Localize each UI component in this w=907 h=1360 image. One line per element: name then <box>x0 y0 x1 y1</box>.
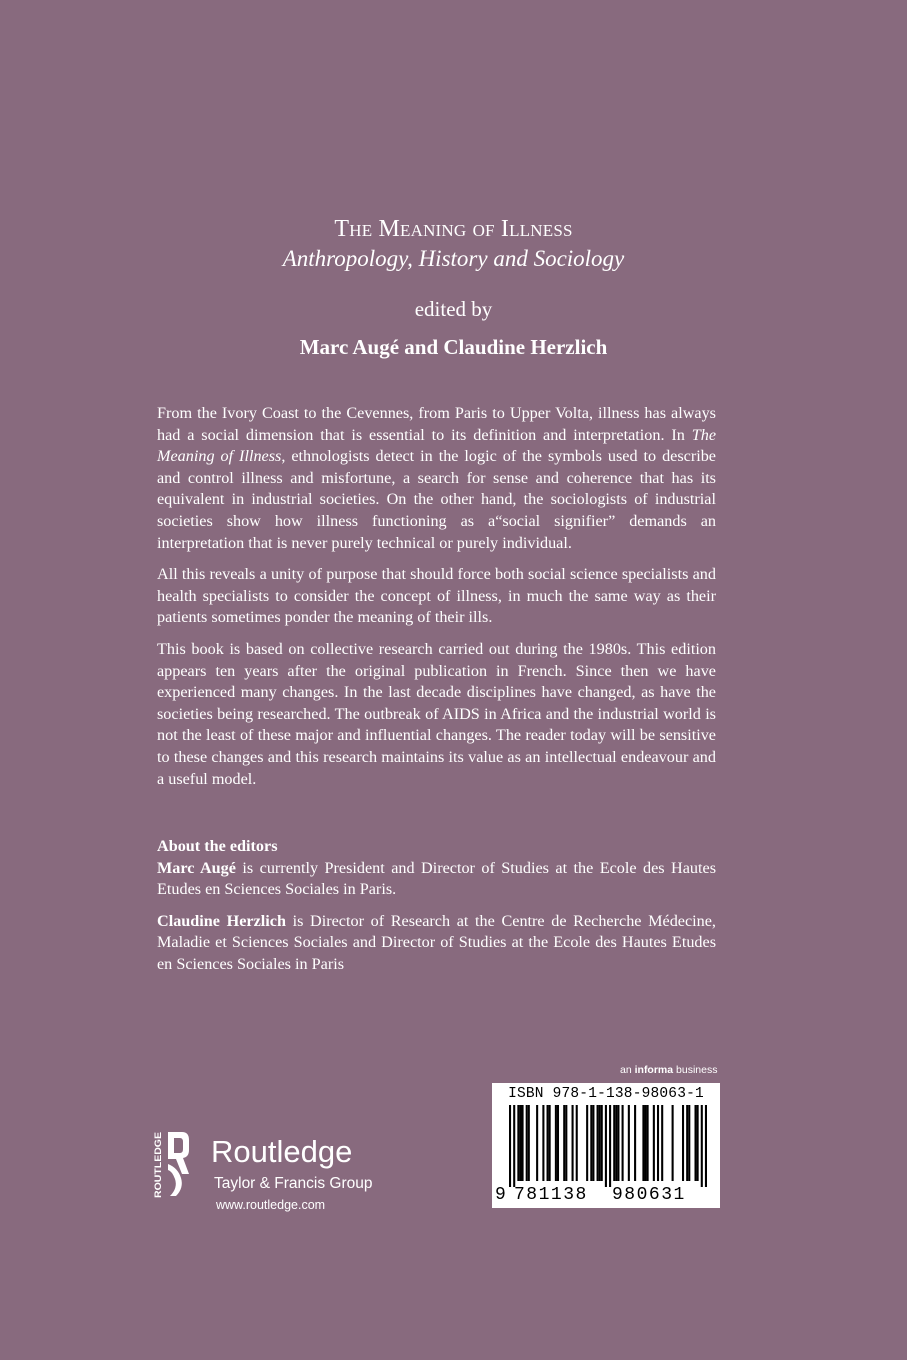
barcode-bar <box>542 1105 544 1181</box>
publisher-group: Taylor & Francis Group <box>214 1175 373 1192</box>
barcode-bar <box>688 1105 690 1181</box>
isbn-barcode <box>492 1083 720 1208</box>
barcode-bar <box>634 1105 636 1181</box>
barcode-bar <box>609 1105 611 1187</box>
editor-bio-2: Claudine Herzlich is Director of Research at the Centre de Recherche Médecine, Maladie et Sciences Sociales and Director of Studies at the Ecole des Hautes Etudes en Sciences Sociales in Paris <box>157 911 716 973</box>
barcode-bar <box>522 1105 524 1181</box>
about-editors <box>157 836 716 986</box>
barcode-bar <box>628 1105 630 1181</box>
barcode-bar <box>622 1105 624 1181</box>
book-subtitle: Anthropology, History and Sociology <box>282 246 625 271</box>
barcode-bar <box>526 1105 528 1181</box>
book-title <box>0 214 907 244</box>
barcode-bar <box>547 1105 549 1181</box>
barcode-bars <box>509 1105 707 1187</box>
barcode-digit-first: 9 <box>495 1185 506 1205</box>
barcode-bar <box>642 1105 644 1181</box>
routledge-vertical-wordmark: ROUTLEDGE <box>153 1138 164 1198</box>
book-description <box>157 403 716 800</box>
barcode-bar <box>555 1105 557 1181</box>
barcode-bar <box>672 1105 674 1181</box>
barcode-bar <box>705 1105 707 1187</box>
description-paragraph-1: From the Ivory Coast to the Cevennes, from Paris to Upper Volta, illness has always had a social dimension that is essential to its definition and interpretation. In The Meaning of Illness, ethnologists detect in the logic of the symbols used to describe and control illness and misfortune, a search for sense and coherence that has its equivalent in industrial societies. On the other hand, the sociologists of industrial societies show how illness functioning as a“social signifier” demands an interpretation that is never purely technical or purely individual. <box>157 404 716 552</box>
barcode-bar <box>557 1105 559 1181</box>
barcode-bar <box>586 1105 588 1181</box>
informa-tagline: an informa business <box>620 1064 718 1076</box>
barcode-digits <box>492 1185 720 1205</box>
editor-1-name: Marc Augé <box>157 858 236 877</box>
about-editors-heading: About the editors <box>157 837 278 855</box>
publisher-url: www.routledge.com <box>216 1198 326 1212</box>
barcode-bar <box>697 1105 699 1181</box>
barcode-bar <box>617 1105 619 1181</box>
description-paragraph-2: All this reveals a unity of purpose that should force both social science specialists and health specialists to consider the concept of illness, in much the same way as their patients sometimes ponder the meaning of their ills. <box>157 565 716 627</box>
barcode-bar <box>653 1105 655 1181</box>
edited-by-label: edited by <box>414 297 493 321</box>
barcode-bar <box>517 1105 519 1181</box>
barcode-bar <box>682 1105 684 1181</box>
barcode-bar <box>644 1105 646 1181</box>
barcode-digits-right: 980631 <box>612 1185 686 1205</box>
book-title-prefix: The <box>334 216 379 242</box>
barcode-bar <box>536 1105 538 1181</box>
barcode-bar <box>565 1105 567 1181</box>
barcode-bar <box>549 1105 551 1181</box>
barcode-bar <box>686 1105 688 1181</box>
barcode-bar <box>572 1105 574 1181</box>
barcode-bar <box>519 1105 521 1181</box>
book-title-main: Meaning of Illness <box>378 216 573 242</box>
routledge-logo <box>148 1130 408 1220</box>
book-title-inline: The Meaning of Illness <box>157 425 716 466</box>
editors-names: Marc Augé and Claudine Herzlich <box>299 335 608 359</box>
barcode-bar <box>528 1105 530 1181</box>
barcode-bar <box>657 1105 659 1181</box>
barcode-bar <box>509 1105 511 1187</box>
barcode-bar <box>661 1105 663 1181</box>
barcode-bar <box>599 1105 601 1181</box>
barcode-bar <box>513 1105 515 1187</box>
barcode-bar <box>601 1105 603 1181</box>
barcode-bar <box>701 1105 703 1187</box>
editor-bio-1: Marc Augé is currently President and Director of Studies at the Ecole des Hautes Etudes en Sciences Sociales in Paris. <box>157 858 716 899</box>
barcode-bar <box>613 1105 615 1181</box>
publisher-name: Routledge <box>211 1134 353 1169</box>
barcode-bar <box>563 1105 565 1181</box>
barcode-bar <box>576 1105 578 1181</box>
barcode-bar <box>590 1105 592 1181</box>
isbn-label: ISBN 978-1-138-98063-1 <box>508 1086 704 1102</box>
routledge-logo-icon <box>148 1130 190 1200</box>
barcode-bar <box>592 1105 594 1181</box>
barcode-bar <box>694 1105 696 1181</box>
barcode-bar <box>647 1105 649 1181</box>
description-paragraph-3: This book is based on collective research carried out during the 1980s. This edition appears ten years after the original publication in French. Since then we have experienced many changes. In the last decade disciplines have changed, as have the societies being researched. The outbreak of AIDS in Africa and the industrial world is not the least of these major and influential changes. The reader today will be sensitive to these changes and this research maintains its value as an intellectual endeavour and a useful model. <box>157 639 716 788</box>
editor-2-name: Claudine Herzlich <box>157 911 286 930</box>
barcode-bar <box>597 1105 599 1181</box>
title-block <box>0 214 907 361</box>
barcode-bar <box>605 1105 607 1187</box>
barcode-bar <box>615 1105 617 1181</box>
barcode-digits-left: 781138 <box>514 1185 588 1205</box>
